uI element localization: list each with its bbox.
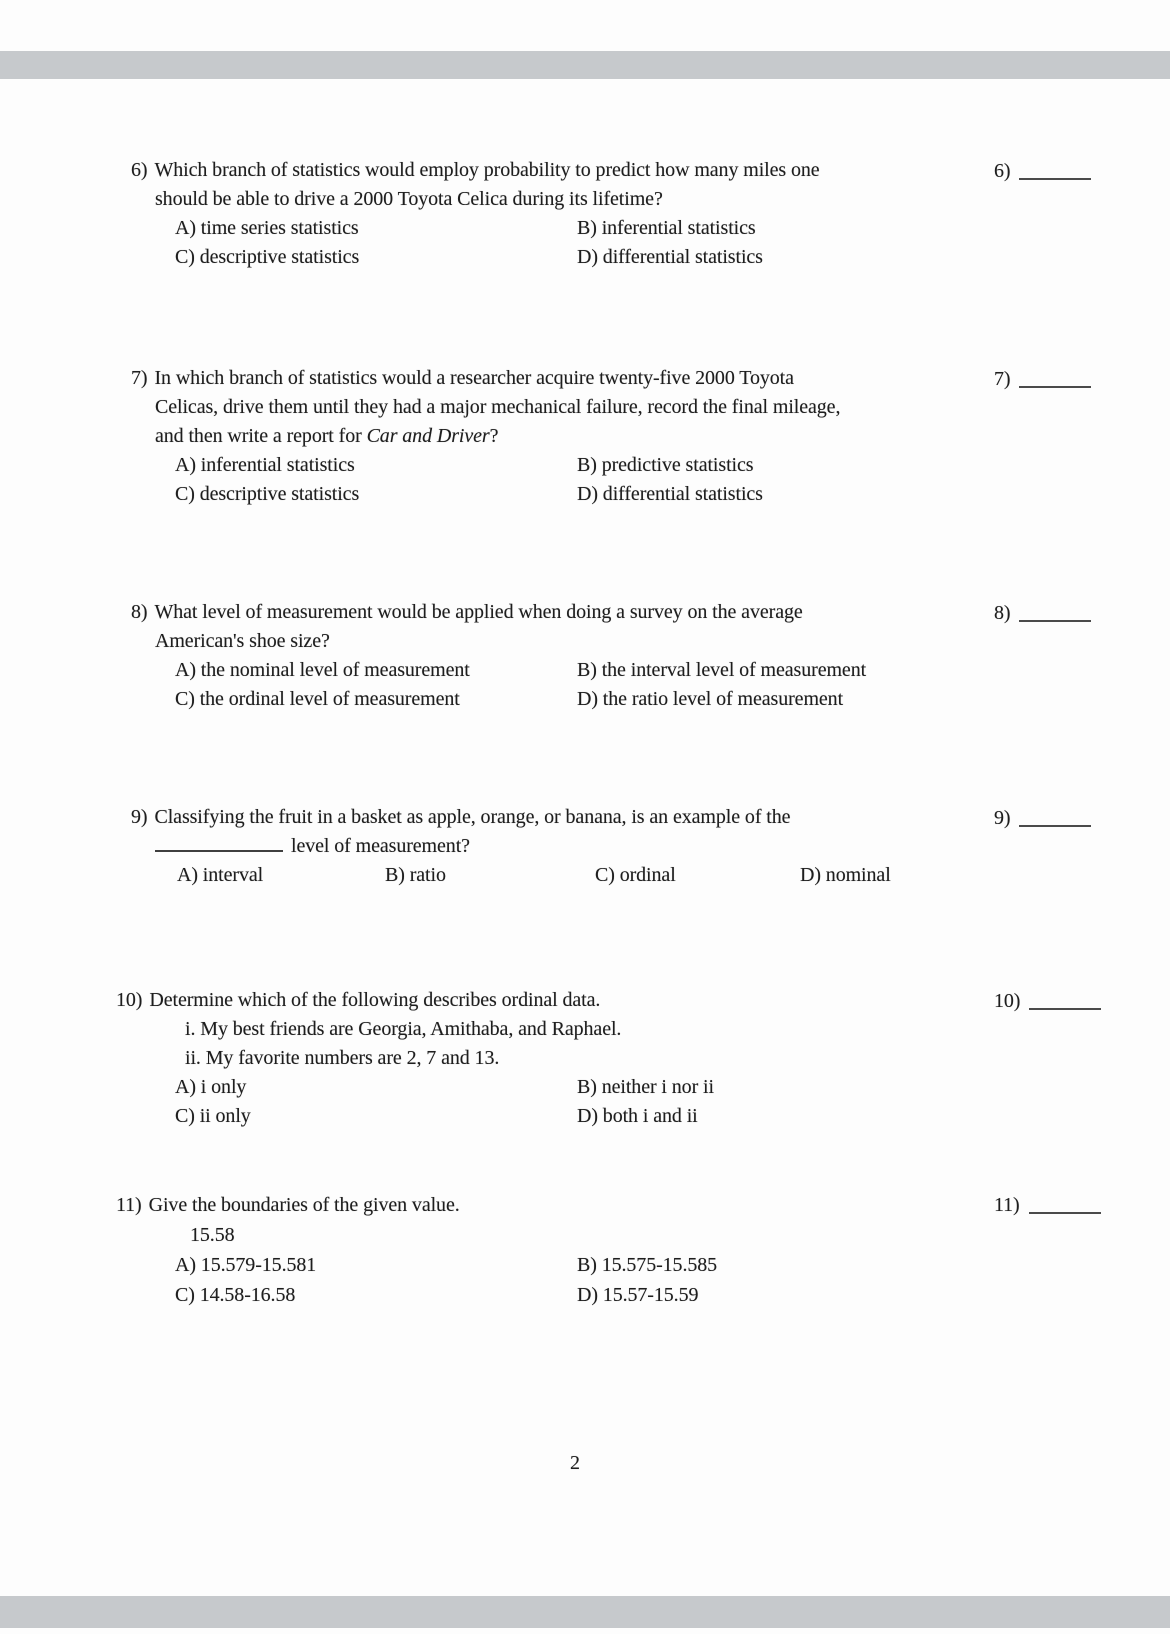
q9-option-a: A) interval bbox=[177, 864, 264, 886]
q8-line-1: 8) What level of measurement would be applied when doing a survey on the average bbox=[131, 601, 803, 623]
question-11 bbox=[0, 1190, 1170, 1310]
q11-option-a: A) 15.579-15.581 bbox=[175, 1254, 317, 1276]
question-7 bbox=[0, 364, 1170, 509]
q10-item-ii: ii. My favorite numbers are 2, 7 and 13. bbox=[185, 1047, 500, 1069]
q7-italic-title: Car and Driver bbox=[366, 425, 490, 447]
q7-option-a: A) inferential statistics bbox=[175, 454, 355, 476]
q11-number: 11) bbox=[116, 1194, 142, 1216]
q11-options-row-1 bbox=[116, 1250, 1170, 1280]
q6-answer-blank bbox=[994, 160, 1091, 183]
q6-option-b: B) inferential statistics bbox=[577, 217, 756, 239]
q9-answer-blank bbox=[994, 807, 1091, 830]
q11-answer-blank bbox=[994, 1194, 1101, 1217]
q11-option-b: B) 15.575-15.585 bbox=[577, 1254, 718, 1276]
q8-answer-label: 8) bbox=[994, 602, 1011, 624]
q11-line-1: 11) Give the boundaries of the given value. bbox=[116, 1194, 460, 1216]
q11-option-d: D) 15.57-15.59 bbox=[577, 1284, 699, 1306]
q11-options-row-2 bbox=[116, 1280, 1170, 1310]
q7-line-1: 7) In which branch of statistics would a researcher acquire twenty-five 2000 Toyota bbox=[131, 367, 794, 389]
q8-options-row-1 bbox=[131, 656, 1170, 685]
q6-option-c: C) descriptive statistics bbox=[175, 246, 360, 268]
q10-options-row-2 bbox=[116, 1102, 1170, 1131]
q7-answer-blank bbox=[994, 368, 1091, 391]
q9-line-1: 9) Classifying the fruit in a basket as apple, orange, or banana, is an example of the bbox=[131, 806, 791, 828]
q9-number: 9) bbox=[131, 806, 148, 828]
q9-options-row bbox=[131, 861, 1170, 890]
q9-answer-line bbox=[1019, 825, 1091, 827]
q10-option-d: D) both i and ii bbox=[577, 1105, 698, 1127]
q6-options-row-2 bbox=[131, 243, 1170, 272]
q9-fill-in-blank-line bbox=[155, 834, 283, 852]
q6-number: 6) bbox=[131, 159, 148, 181]
q6-answer-label: 6) bbox=[994, 160, 1011, 182]
q7-answer-label: 7) bbox=[994, 368, 1011, 390]
q9-option-c: C) ordinal bbox=[595, 864, 676, 886]
q6-line-2: should be able to drive a 2000 Toyota Celica during its lifetime? bbox=[155, 188, 663, 210]
q8-number: 8) bbox=[131, 601, 148, 623]
q6-options-row-1 bbox=[131, 214, 1170, 243]
q10-option-a: A) i only bbox=[175, 1076, 247, 1098]
q7-line-2: Celicas, drive them until they had a major mechanical failure, record the final mileage, bbox=[155, 396, 841, 418]
q8-answer-line bbox=[1019, 620, 1091, 622]
bottom-scan-bar bbox=[0, 1596, 1170, 1628]
q6-option-d: D) differential statistics bbox=[577, 246, 763, 268]
q6-answer-line bbox=[1019, 178, 1091, 180]
q10-item-i: i. My best friends are Georgia, Amithaba, and Raphael. bbox=[185, 1018, 622, 1040]
q10-answer-line bbox=[1029, 1008, 1101, 1010]
q9-line-2: level of measurement? bbox=[131, 832, 1170, 861]
q9-option-d: D) nominal bbox=[800, 864, 891, 886]
q8-answer-blank bbox=[994, 602, 1091, 625]
q10-line-1: 10) Determine which of the following describes ordinal data. bbox=[116, 989, 601, 1011]
q10-option-c: C) ii only bbox=[175, 1105, 251, 1127]
q8-option-a: A) the nominal level of measurement bbox=[175, 659, 470, 681]
q11-option-c: C) 14.58-16.58 bbox=[175, 1284, 296, 1306]
q7-number: 7) bbox=[131, 367, 148, 389]
question-6 bbox=[0, 156, 1170, 272]
q6-option-a: A) time series statistics bbox=[175, 217, 359, 239]
q7-option-d: D) differential statistics bbox=[577, 483, 763, 505]
question-8 bbox=[0, 598, 1170, 714]
q9-option-b: B) ratio bbox=[385, 864, 446, 886]
q7-options-row-2 bbox=[131, 480, 1170, 509]
q7-line-3: and then write a report for Car and Driver? bbox=[155, 425, 499, 447]
q6-line-1: 6) Which branch of statistics would employ probability to predict how many miles one bbox=[131, 159, 820, 181]
q7-answer-line bbox=[1019, 386, 1091, 388]
q7-options-row-1 bbox=[131, 451, 1170, 480]
q10-answer-blank bbox=[994, 990, 1101, 1013]
q10-answer-label: 10) bbox=[994, 990, 1021, 1012]
q7-option-c: C) descriptive statistics bbox=[175, 483, 360, 505]
top-scan-bar bbox=[0, 51, 1170, 79]
q8-line-2: American's shoe size? bbox=[155, 630, 330, 652]
q8-option-c: C) the ordinal level of measurement bbox=[175, 688, 460, 710]
q11-answer-line bbox=[1029, 1212, 1101, 1214]
q10-options-row-1 bbox=[116, 1073, 1170, 1102]
q10-number: 10) bbox=[116, 989, 143, 1011]
q7-option-b: B) predictive statistics bbox=[577, 454, 754, 476]
page-number: 2 bbox=[570, 1452, 580, 1474]
q10-option-b: B) neither i nor ii bbox=[577, 1076, 714, 1098]
question-9 bbox=[0, 803, 1170, 890]
q8-option-b: B) the interval level of measurement bbox=[577, 659, 867, 681]
q9-answer-label: 9) bbox=[994, 807, 1011, 829]
q8-options-row-2 bbox=[131, 685, 1170, 714]
question-10 bbox=[0, 986, 1170, 1131]
q8-option-d: D) the ratio level of measurement bbox=[577, 688, 844, 710]
q11-answer-label: 11) bbox=[994, 1194, 1020, 1216]
q11-given-value: 15.58 bbox=[190, 1224, 235, 1246]
